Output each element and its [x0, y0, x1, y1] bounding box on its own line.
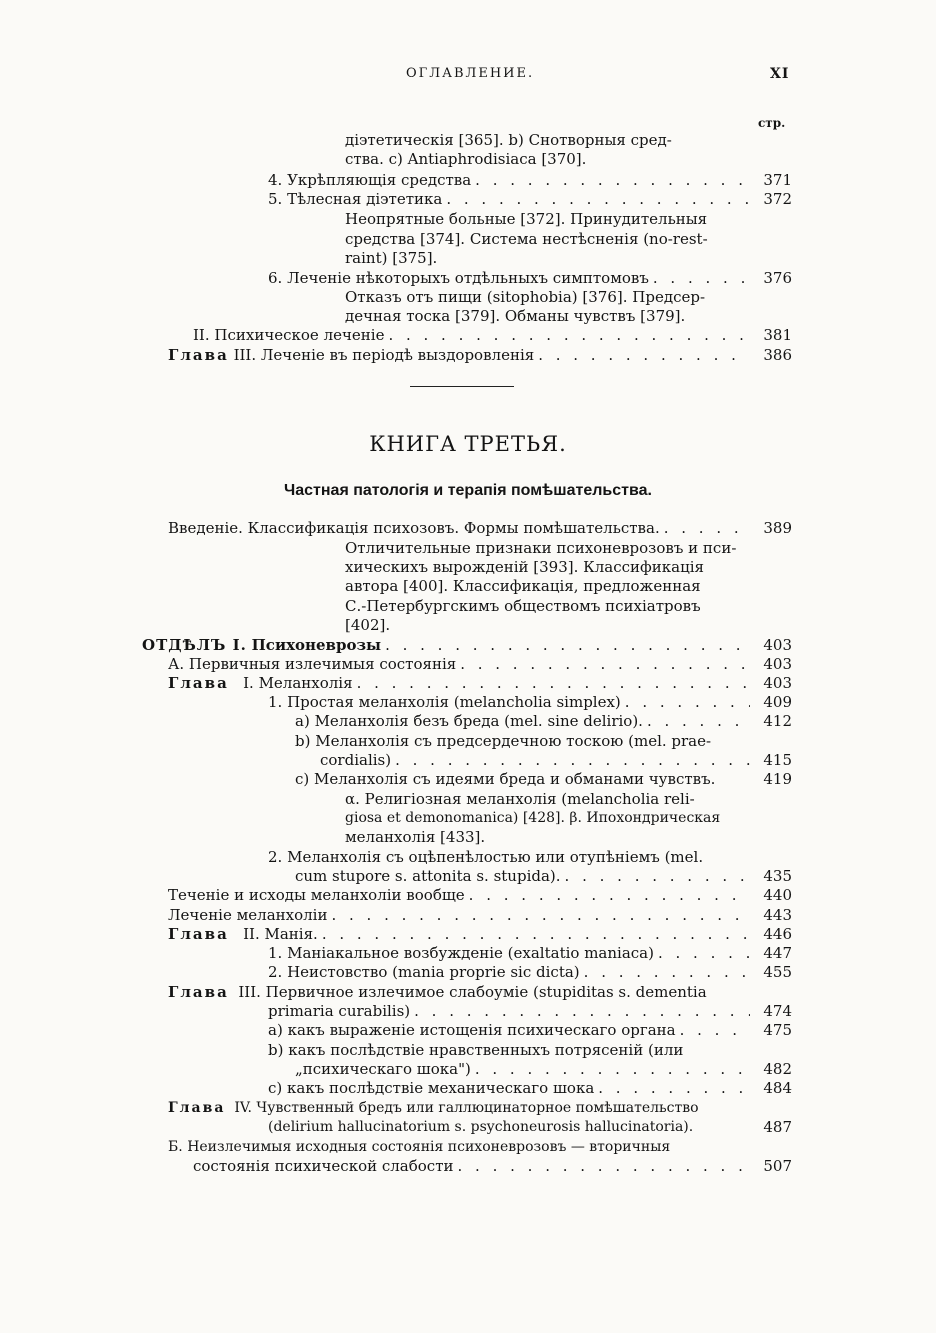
- toc-text: меланхолія [433].: [345, 828, 486, 846]
- chapter-label: Глава: [168, 674, 229, 692]
- toc-entry: [268, 268, 792, 288]
- section-label: ОТДѢЛЪ I.: [142, 636, 247, 654]
- toc-entry-page: 381: [763, 326, 792, 344]
- toc-entry-page: 440: [763, 886, 792, 904]
- toc-text: дечная тоска [379]. Обманы чувствъ [379].: [345, 307, 686, 325]
- toc-entry-title: 6. Леченіе нѣкоторыхъ отдѣльныхъ симптомовъ: [268, 269, 649, 287]
- toc-entry-title: a) Меланхолія безъ бреда (mel. sine delirio).: [295, 712, 643, 730]
- toc-entry-title: „психическаго шока"): [295, 1060, 471, 1078]
- toc-entry: [295, 711, 792, 731]
- toc-entry-page: 482: [763, 1060, 792, 1078]
- leader-dots: [331, 905, 750, 925]
- toc-entry: [268, 1020, 792, 1040]
- toc-entry-page: 419: [763, 770, 792, 788]
- leader-dots: [385, 635, 750, 655]
- toc-entry: [268, 962, 792, 982]
- toc-text: b) какъ послѣдствіе нравственныхъ потрясеній (или: [268, 1041, 684, 1059]
- toc-entry: [193, 325, 792, 345]
- leader-dots: [680, 1020, 750, 1040]
- toc-text: (delirium hallucinatorium s. psychoneurosis hallucinatoria).: [268, 1119, 694, 1135]
- toc-entry: [268, 943, 792, 963]
- toc-entry-page: 389: [763, 519, 792, 537]
- toc-text: средства [374]. Система нестѣсненія (no-rest-: [345, 230, 708, 248]
- toc-entry: [295, 866, 792, 886]
- leader-dots: [460, 654, 750, 674]
- leader-dots: [446, 189, 750, 209]
- toc-entry-page: 484: [763, 1079, 792, 1097]
- toc-entry: [268, 170, 792, 190]
- toc-entry: [168, 654, 792, 674]
- toc-entry-title: I. Меланхолія: [243, 674, 353, 692]
- toc-entry-page: 447: [763, 944, 792, 962]
- chapter-label: Глава: [168, 1100, 226, 1116]
- toc-entry-page: 446: [763, 925, 792, 943]
- toc-text: 2. Меланхолія съ оцѣпенѣлостью или отупѣніемъ (mel.: [268, 848, 704, 866]
- section-divider: [410, 386, 514, 387]
- toc-entry-page: 371: [763, 171, 792, 189]
- leader-dots: [653, 268, 750, 288]
- toc-entry-title: Введеніе. Классификація психозовъ. Формы помѣшательства.: [168, 519, 660, 537]
- toc-entry-page: 475: [763, 1021, 792, 1039]
- toc-text: c) Меланхолія съ идеями бреда и обманами чувствъ.: [295, 770, 716, 788]
- toc-entry-page: 443: [763, 906, 792, 924]
- toc-text: Отличительные признаки психоневрозовъ и пси-: [345, 539, 737, 557]
- toc-entry: [193, 1156, 792, 1176]
- toc-entry-title: А. Первичныя излечимыя состоянія: [168, 655, 457, 673]
- leader-dots: [647, 711, 750, 731]
- toc-entry: [268, 692, 792, 712]
- toc-entry-title: cum stupore s. attonita s. stupida).: [295, 867, 561, 885]
- leader-dots: [388, 325, 750, 345]
- toc-entry: [295, 1059, 792, 1079]
- leader-dots: [475, 1059, 750, 1079]
- toc-text: Отказъ отъ пищи (sitophobia) [376]. Предсер-: [345, 288, 706, 306]
- toc-entry: [168, 673, 792, 693]
- toc-entry: [142, 635, 792, 655]
- toc-text: Б. Неизлечимыя исходныя состоянія психоневрозовъ — вторичныя: [168, 1139, 671, 1155]
- toc-entry-page: 474: [763, 1002, 792, 1020]
- leader-dots: [658, 943, 750, 963]
- toc-entry-title: II. Психическое леченіе: [193, 326, 385, 344]
- toc-entry-page: 386: [763, 346, 792, 364]
- toc-text: С.-Петербургскимъ обществомъ психіатровъ: [345, 597, 701, 615]
- toc-entry-page: 403: [763, 636, 792, 654]
- toc-entry-page: 487: [763, 1118, 792, 1136]
- toc-entry-title: c) какъ послѣдствіе механическаго шока: [268, 1079, 595, 1097]
- toc-entry-title: III. Леченіе въ періодѣ выздоровленія: [233, 346, 535, 364]
- leader-dots: [565, 866, 750, 886]
- chapter-label: Глава: [168, 925, 229, 943]
- toc-text: b) Меланхолія съ предсердечною тоскою (mel. prae-: [295, 732, 712, 750]
- toc-entry-page: 409: [763, 693, 792, 711]
- book-subtitle: Частная патологія и терапія помѣшательства.: [284, 482, 652, 499]
- leader-dots: [598, 1078, 750, 1098]
- leader-dots: [322, 924, 750, 944]
- chapter-label: Глава: [168, 983, 229, 1001]
- toc-entry: [168, 924, 792, 944]
- page-column-label: стр.: [758, 116, 786, 130]
- toc-entry: [268, 1078, 792, 1098]
- toc-entry-page: 415: [763, 751, 792, 769]
- toc-entry-page: 372: [763, 190, 792, 208]
- toc-entry: [168, 345, 792, 365]
- toc-entry-title: cordialis): [320, 751, 392, 769]
- book-title: КНИГА ТРЕТЬЯ.: [369, 432, 567, 456]
- toc-entry-title: 5. Тѣлесная діэтетика: [268, 190, 443, 208]
- toc-entry-title: Леченіе меланхоліи: [168, 906, 328, 924]
- toc-entry-title: Психоневрозы: [251, 636, 382, 654]
- toc-text: Неопрятные больные [372]. Принудительныя: [345, 210, 708, 228]
- toc-entry-title: II. Манія.: [243, 925, 318, 943]
- toc-entry: [268, 1001, 792, 1021]
- toc-entry-page: 455: [763, 963, 792, 981]
- leader-dots: [538, 345, 750, 365]
- leader-dots: [625, 692, 750, 712]
- toc-text: ства. c) Antiaphrodisiaca [370].: [345, 150, 587, 168]
- toc-entry-page: 507: [763, 1157, 792, 1175]
- toc-entry-page: 435: [763, 867, 792, 885]
- toc-text: [168, 982, 707, 1002]
- chapter-label: Глава: [168, 346, 229, 364]
- leader-dots: [458, 1156, 750, 1176]
- toc-entry-title: primaria curabilis): [268, 1002, 411, 1020]
- toc-text: raint) [375].: [345, 249, 438, 267]
- toc-entry-page: 403: [763, 655, 792, 673]
- toc-text: [168, 1098, 699, 1118]
- toc-entry: [168, 885, 792, 905]
- toc-entry-title: 4. Укрѣпляющія средства: [268, 171, 472, 189]
- leader-dots: [395, 750, 750, 770]
- toc-entry: [168, 518, 792, 538]
- toc-entry-page: 403: [763, 674, 792, 692]
- toc-entry-page: 376: [763, 269, 792, 287]
- running-head: ОГЛАВЛЕНИЕ.: [406, 66, 535, 81]
- toc-entry: [320, 750, 792, 770]
- page-number: XI: [770, 66, 790, 82]
- toc-text: α. Религіозная меланхолія (melancholia reli-: [345, 790, 695, 808]
- toc-text: діэтетическія [365]. b) Снотворныя сред-: [345, 131, 672, 149]
- toc-entry-title: 2. Неистовство (mania proprie sic dicta): [268, 963, 580, 981]
- leader-dots: [469, 885, 750, 905]
- leader-dots: [475, 170, 750, 190]
- toc-text: хическихъ вырожденій [393]. Классификація: [345, 558, 704, 576]
- toc-entry-title: Теченіе и исходы меланхоліи вообще: [168, 886, 465, 904]
- toc-entry-title: III. Первичное излечимое слабоумiе (stupiditas s. dementia: [238, 983, 707, 1001]
- toc-entry: [268, 189, 792, 209]
- leader-dots: [584, 962, 750, 982]
- leader-dots: [357, 673, 750, 693]
- leader-dots: [414, 1001, 750, 1021]
- toc-entry: [168, 905, 792, 925]
- toc-text: [402].: [345, 616, 391, 634]
- leader-dots: [664, 518, 750, 538]
- toc-entry-title: 1. Маніакальное возбужденіе (exaltatio maniaca): [268, 944, 654, 962]
- toc-entry-title: a) какъ выраженіе истощенія психическаго органа: [268, 1021, 676, 1039]
- toc-text: автора [400]. Классификація, предложенная: [345, 577, 701, 595]
- toc-entry-title: IV. Чувственный бредъ или галлюцинаторное помѣшательство: [234, 1100, 699, 1116]
- toc-entry-page: 412: [763, 712, 792, 730]
- toc-text: giosa et demonomanica) [428]. β. Ипохондрическая: [345, 810, 721, 826]
- toc-entry-title: 1. Простая меланхолія (melancholia simplex): [268, 693, 621, 711]
- toc-entry-title: состоянія психической слабости: [193, 1157, 454, 1175]
